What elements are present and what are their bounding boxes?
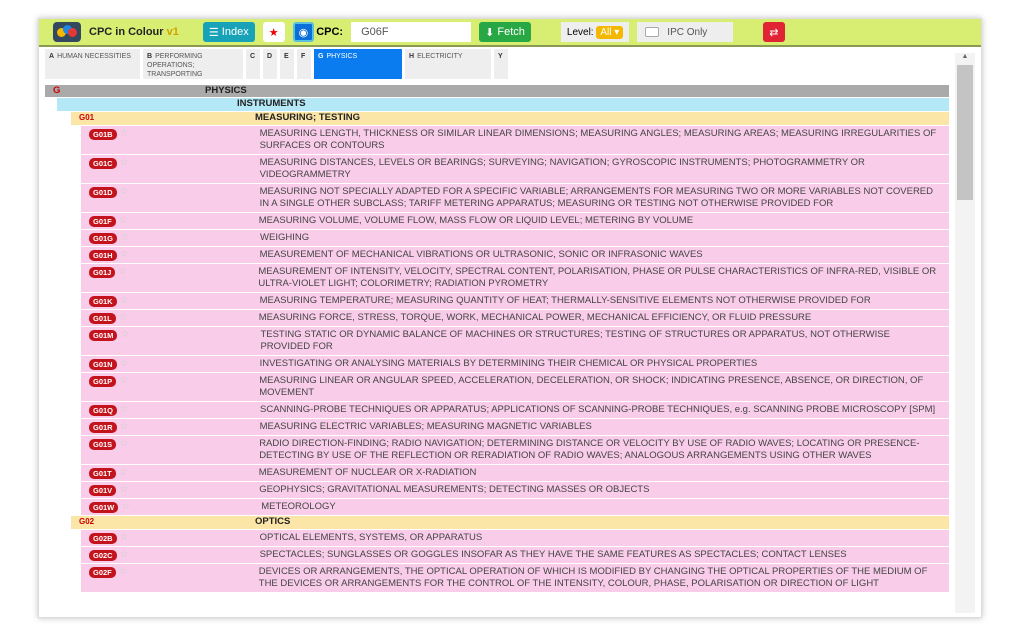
scroll-up-icon[interactable]: ▲ [961, 53, 969, 60]
star-outline-icon[interactable]: ☆ [119, 128, 129, 139]
subclass-row[interactable]: G01K ☆ MEASURING TEMPERATURE; MEASURING QUANTITY OF HEAT; THERMALLY-SENSITIVE ELEMENTS NOT OTHERWISE PROVIDED FOR [81, 293, 949, 310]
subclass-row[interactable]: G01P ☆ MEASURING LINEAR OR ANGULAR SPEED, ACCELERATION, DECELERATION, OR SHOCK; INDICATING PRESENCE, ABSENCE, OR DIRECTION, OF MOVEMENT [81, 373, 949, 402]
star-outline-icon[interactable]: ☆ [118, 266, 128, 277]
view-button[interactable] [293, 22, 315, 42]
subclass-row[interactable]: G01S ☆ RADIO DIRECTION-FINDING; RADIO NAVIGATION; DETERMINING DISTANCE OR VELOCITY BY USE OF RADIO WAVES; LOCATING OR PRESENCE-DETECTING BY USE OF THE REFLECTION OR RERADIATION OF RADIO WAVES; ANALOGOUS ARRANGEMENTS USING OTHER WAVES [81, 436, 949, 465]
classification-tree [45, 85, 949, 617]
star-outline-icon[interactable]: ☆ [119, 484, 129, 495]
refresh-icon: ⇄ [769, 26, 779, 39]
logo-icon [53, 22, 81, 42]
star-outline-icon[interactable]: ☆ [121, 501, 131, 512]
group-row[interactable]: G01 MEASURING; TESTING [71, 112, 949, 126]
subclass-row[interactable]: G01L ☆ MEASURING FORCE, STRESS, TORQUE, WORK, MECHANICAL POWER, MECHANICAL EFFICIENCY, OR FLUID PRESSURE [81, 310, 949, 327]
subclass-row[interactable]: G02C ☆ SPECTACLES; SUNGLASSES OR GOGGLES INSOFAR AS THEY HAVE THE SAME FEATURES AS SPECTACLES; CONTACT LENSES [81, 547, 949, 564]
list-icon: ☰ [208, 26, 222, 39]
app-title: CPC in Colour v1 [89, 26, 179, 38]
tab-f[interactable]: F [297, 49, 311, 79]
version: v1 [166, 26, 179, 38]
subclass-row[interactable]: G01J ☆ MEASUREMENT OF INTENSITY, VELOCITY, SPECTRAL CONTENT, POLARISATION, PHASE OR PULSE CHARACTERISTICS OF INFRA-RED, VISIBLE OR ULTRA-VIOLET LIGHT; COLORIMETRY; RADIATION PYROMETRY [81, 264, 949, 293]
star-outline-icon[interactable]: ☆ [119, 532, 129, 543]
cpc-input[interactable] [351, 22, 471, 42]
subclass-row[interactable]: G01D ☆ MEASURING NOT SPECIALLY ADAPTED FOR A SPECIFIC VARIABLE; ARRANGEMENTS FOR MEASURING TWO OR MORE VARIABLES NOT COVERED IN A SINGLE OTHER SUBCLASS; TARIFF METERING APPARATUS; MEASURING OR TESTING NOT OTHERWISE PROVIDED FOR [81, 184, 949, 213]
download-icon: ⬇ [485, 26, 498, 39]
section-row[interactable]: G PHYSICS [45, 85, 949, 98]
tab-c[interactable]: C [246, 49, 260, 79]
group-row[interactable]: G02 OPTICS [71, 516, 949, 530]
star-outline-icon[interactable]: ☆ [119, 295, 129, 306]
subclass-code-badge[interactable]: G02F [89, 567, 116, 578]
subclass-row[interactable]: G01W ☆ METEOROLOGY [81, 499, 949, 516]
app-window [38, 18, 982, 618]
eye-icon: ◉ [298, 26, 309, 39]
tab-d[interactable]: D [263, 49, 277, 79]
star-outline-icon[interactable]: ☆ [118, 566, 128, 577]
star-outline-icon[interactable]: ☆ [120, 232, 129, 243]
subclass-code-badge[interactable]: G01P [89, 376, 116, 387]
star-outline-icon[interactable]: ☆ [119, 358, 129, 369]
star-outline-icon[interactable]: ☆ [120, 404, 129, 415]
subclass-code-badge[interactable]: G01K [89, 296, 117, 307]
level-control: Level: All ▾ [561, 22, 629, 42]
subclass-code-badge[interactable]: G01R [89, 422, 117, 433]
subclass-code-badge[interactable]: G01S [89, 439, 116, 450]
star-outline-icon[interactable]: ☆ [119, 421, 129, 432]
index-button[interactable]: ☰ Index [203, 22, 255, 42]
star-outline-icon[interactable]: ☆ [119, 438, 129, 449]
star-outline-icon[interactable]: ☆ [118, 312, 128, 323]
subclass-code-badge[interactable]: G01B [89, 129, 117, 140]
subclass-code-badge[interactable]: G01N [89, 359, 117, 370]
tab-a[interactable]: A HUMAN NECESSITIES [45, 49, 140, 79]
subclass-row[interactable]: G01T ☆ MEASUREMENT OF NUCLEAR OR X-RADIATION [81, 465, 949, 482]
tab-h[interactable]: H ELECTRICITY [405, 49, 491, 79]
fetch-button[interactable]: ⬇ Fetch [479, 22, 531, 42]
subclass-code-badge[interactable]: G01M [89, 330, 117, 341]
subclass-code-badge[interactable]: G01G [89, 233, 117, 244]
subclass-row[interactable]: G02B ☆ OPTICAL ELEMENTS, SYSTEMS, OR APPARATUS [81, 530, 949, 547]
refresh-button[interactable] [763, 22, 784, 42]
ipc-only-checkbox[interactable] [645, 27, 659, 37]
subclass-row[interactable]: G01H ☆ MEASUREMENT OF MECHANICAL VIBRATIONS OR ULTRASONIC, SONIC OR INFRASONIC WAVES [81, 247, 949, 264]
subclass-code-badge[interactable]: G02C [89, 550, 117, 561]
tab-g[interactable]: G PHYSICS [314, 49, 402, 79]
tab-b[interactable]: B PERFORMING OPERATIONS; TRANSPORTING [143, 49, 243, 79]
subclass-code-badge[interactable]: G01J [89, 267, 115, 278]
subclass-code-badge[interactable]: G01V [89, 485, 116, 496]
subclass-row[interactable]: G01C ☆ MEASURING DISTANCES, LEVELS OR BEARINGS; SURVEYING; NAVIGATION; GYROSCOPIC INSTRUMENTS; PHOTOGRAMMETRY OR VIDEOGRAMMETRY [81, 155, 949, 184]
subclass-row[interactable]: G01G ☆ WEIGHING [81, 230, 949, 247]
star-outline-icon[interactable]: ☆ [119, 157, 129, 168]
subclass-code-badge[interactable]: G01C [89, 158, 117, 169]
favorites-button[interactable] [263, 22, 285, 42]
star-outline-icon[interactable]: ☆ [118, 215, 128, 226]
class-row[interactable]: INSTRUMENTS [57, 98, 949, 112]
subclass-code-badge[interactable]: G01H [89, 250, 117, 261]
scrollbar-thumb[interactable] [957, 65, 973, 200]
cpc-label: CPC: [316, 26, 344, 38]
subclass-code-badge[interactable]: G01W [89, 502, 118, 513]
subclass-row[interactable]: G01B ☆ MEASURING LENGTH, THICKNESS OR SIMILAR LINEAR DIMENSIONS; MEASURING ANGLES; MEASURING AREAS; MEASURING IRREGULARITIES OF SURFACES OR CONTOURS [81, 126, 949, 155]
tab-y[interactable]: Y [494, 49, 508, 79]
subclass-code-badge[interactable]: G01F [89, 216, 116, 227]
star-icon: ★ [268, 26, 279, 39]
toolbar [39, 19, 981, 47]
subclass-code-badge[interactable]: G01Q [89, 405, 117, 416]
subclass-code-badge[interactable]: G01T [89, 468, 116, 479]
star-outline-icon[interactable]: ☆ [119, 549, 129, 560]
subclass-code-badge[interactable]: G01D [89, 187, 117, 198]
subclass-row[interactable]: G01M ☆ TESTING STATIC OR DYNAMIC BALANCE OF MACHINES OR STRUCTURES; TESTING OF STRUCTURES OR APPARATUS, NOT OTHERWISE PROVIDED FOR [81, 327, 949, 356]
ipc-only-toggle[interactable]: IPC Only [637, 22, 733, 42]
star-outline-icon[interactable]: ☆ [119, 186, 129, 197]
subclass-row[interactable]: G01F ☆ MEASURING VOLUME, VOLUME FLOW, MASS FLOW OR LIQUID LEVEL; METERING BY VOLUME [81, 213, 949, 230]
tab-e[interactable]: E [280, 49, 294, 79]
star-outline-icon[interactable]: ☆ [119, 375, 129, 386]
subclass-row[interactable]: G01V ☆ GEOPHYSICS; GRAVITATIONAL MEASUREMENTS; DETECTING MASSES OR OBJECTS [81, 482, 949, 499]
section-tabs [39, 47, 981, 81]
star-outline-icon[interactable]: ☆ [119, 249, 129, 260]
scrollbar[interactable] [955, 53, 975, 613]
subclass-code-badge[interactable]: G01L [89, 313, 116, 324]
subclass-row[interactable]: G01R ☆ MEASURING ELECTRIC VARIABLES; MEASURING MAGNETIC VARIABLES [81, 419, 949, 436]
subclass-row[interactable]: G02F ☆ DEVICES OR ARRANGEMENTS, THE OPTICAL OPERATION OF WHICH IS MODIFIED BY CHANGING THE OPTICAL PROPERTIES OF THE MEDIUM OF THE DEVICES OR ARRANGEMENTS FOR THE CONTROL OF THE INTENSITY, COLOUR, PHASE, POLARISATION OR DIRECTION OF LIGHT [81, 564, 949, 593]
subclass-row[interactable]: G01N ☆ INVESTIGATING OR ANALYSING MATERIALS BY DETERMINING THEIR CHEMICAL OR PHYSICAL PROPERTIES [81, 356, 949, 373]
star-outline-icon[interactable]: ☆ [118, 467, 128, 478]
subclass-code-badge[interactable]: G02B [89, 533, 117, 544]
level-select[interactable]: All ▾ [596, 26, 623, 39]
star-outline-icon[interactable]: ☆ [120, 329, 130, 340]
subclass-row[interactable]: G01Q ☆ SCANNING-PROBE TECHNIQUES OR APPARATUS; APPLICATIONS OF SCANNING-PROBE TECHNIQUES, e.g. SCANNING PROBE MICROSCOPY [SPM] [81, 402, 949, 419]
